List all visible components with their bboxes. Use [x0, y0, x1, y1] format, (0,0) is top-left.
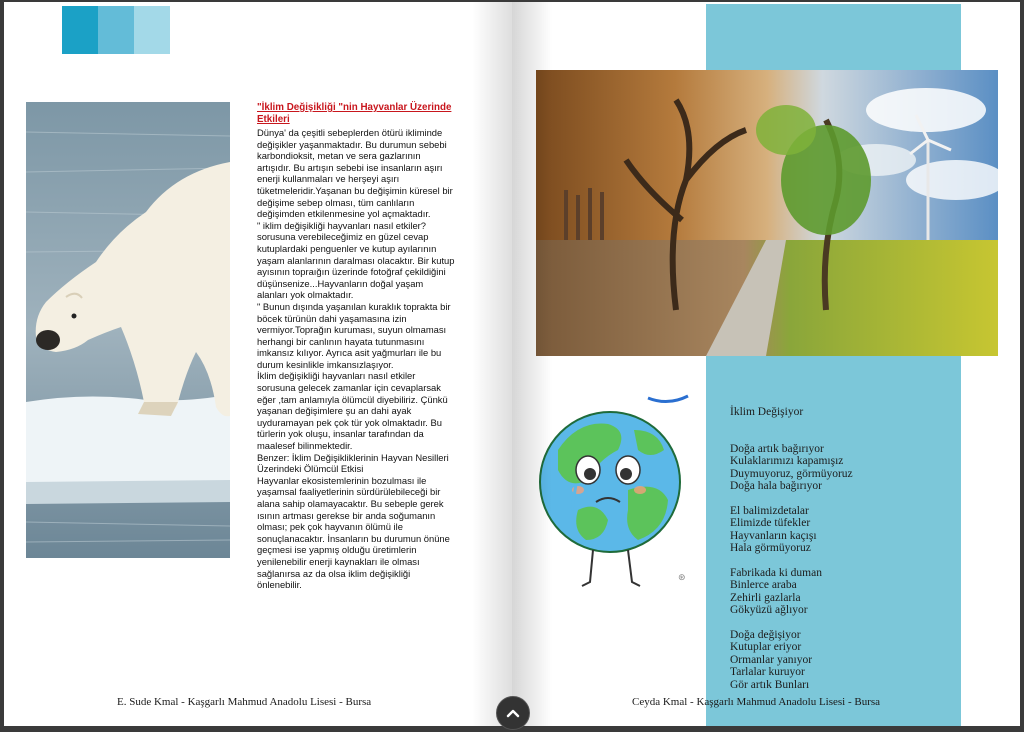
article-line: olması; pek çok hayvanın ölümü ile [257, 521, 403, 533]
article-line: yaşanan değişimlere şu an dahi ayak [257, 405, 412, 417]
article-line: herhangi bir canlının hayata tutunmasını [257, 335, 425, 347]
article-line: sağlanırsa az da olsa iklim değişikliği [257, 567, 411, 579]
article-line: yaşamsal faaliyetlerinin sürdürülebileceği bir [257, 486, 441, 498]
poem-line: Kutuplar eriyor [730, 641, 802, 653]
article-line: sorusuna gelecek zamanlar için cevaplarsak [257, 382, 441, 394]
article-line: İklim değişikliği hayvanları nasıl etkiler [257, 370, 416, 382]
poem-line: Elimizde tüfekler [730, 517, 811, 529]
article-title: "İklim Değişikliği "nin Hayvanlar Üzerinde Etkileri [257, 102, 452, 125]
left-page-spine-shadow [472, 2, 512, 726]
poem-title: İklim Değişiyor [730, 406, 804, 418]
poem-line: Hayvanların kaçışı [730, 529, 817, 542]
article-line: " Bunun dışında yaşanılan kuraklık toprakta bir [257, 300, 451, 312]
scroll-up-button[interactable] [496, 696, 530, 730]
poem-line: Hala görmüyoruz [730, 542, 811, 554]
article-body [257, 127, 471, 591]
article-line: kutuplardaki penguenler ve kutup ayılarının [257, 242, 437, 254]
article-line: ayısının topraığın üzerinde fotoğraf çekildiğini [257, 266, 446, 278]
poem-stanzas [730, 443, 930, 692]
left-page [4, 2, 512, 726]
article-line: " iklim değişikliği hayvanları nasıl etkiler? [257, 219, 427, 231]
article [257, 102, 471, 591]
poem-line: Kulaklarımızı kapamışız [730, 455, 844, 467]
chevron-up-icon [505, 705, 521, 721]
poem-line: Zehirli gazlarla [730, 591, 801, 604]
article-line: Üzerindeki Ölümcül Etkisi [257, 463, 364, 475]
article-line: Benzer: İklim Değişikliklerinin Hayvan Nesilleri [257, 451, 449, 463]
decor-square-light [134, 6, 170, 54]
poem-line: Duymuyoruz, görmüyoruz [730, 467, 853, 480]
article-line: vermiyor.Toprağın kuruması, suyun olmaması [257, 324, 447, 336]
article-line: sorusuna verebileceğimiz en güzel cevap [257, 231, 429, 243]
article-line: yaşam alanlarının daralması olacaktır. Bir kutup [257, 254, 455, 266]
article-line: imkansız kılıyor. Ayrıca asit yağmurları ile bu [257, 347, 442, 359]
poem-stanza [730, 505, 930, 555]
article-line: karbondioksit, metan ve sera gazlarının [257, 150, 421, 162]
article-line: değişime sebep olması, tüm canlıların [257, 196, 415, 208]
article-line: geçmesi ise yapmış olduğu üretimlerin [257, 544, 417, 556]
poem-line: Gökyüzü ağlıyor [730, 604, 808, 616]
article-line: değişimden etkilenmesine yol açmaktadır. [257, 208, 431, 220]
article-line: böcek türünün dahi yaşamasına izin [257, 312, 407, 324]
article-line: alana sahip olamayacaktır. Bu sebeple gerek [257, 498, 444, 509]
decor-square-dark [62, 6, 98, 54]
article-line: türlerin yok oluşu, insanlar tarafından da [257, 428, 424, 440]
poem-line: Doğa artık bağırıyor [730, 442, 824, 455]
right-page-spine-shadow [512, 2, 552, 726]
poem-line: Binlerce araba [730, 579, 797, 591]
article-line: uyduramayan pek çok tür yok olmaktadır. Bu [257, 416, 442, 428]
article-line: değişikler yaşanmaktadır. Bu durumun sebebi [257, 138, 447, 150]
crying-earth-illustration [538, 390, 698, 600]
watermark-icon: ⊛ [678, 573, 686, 583]
poem-line: Doğa değişiyor [730, 628, 801, 641]
article-line: eğer ,tam anlamıyla ölümcül diyebiliriz. Çünkü [257, 393, 448, 405]
poem-stanza [730, 629, 930, 692]
poem-line: Ormanlar yanıyor [730, 653, 813, 666]
article-line: maalesef bilinmektedir. [257, 440, 353, 452]
poem [730, 406, 930, 703]
poem-stanza [730, 567, 930, 617]
article-line: düşünsenize...Hayvanların doğal yaşam [257, 277, 424, 289]
poem-line: Fabrikada ki duman [730, 566, 822, 579]
climate-change-image [536, 70, 998, 356]
polar-bear-image [26, 102, 230, 558]
poem-line: Gör artık Bunları [730, 678, 810, 691]
article-line: Dünya' da çeşitli sebeplerden ötürü ikliminde [257, 127, 443, 138]
left-footer: E. Sude Kmal - Kaşgarlı Mahmud Anadolu Lisesi - Bursa [117, 696, 372, 708]
article-line: alanları yok olmaktadır. [257, 289, 354, 301]
article-line: önlenebilir. [257, 579, 302, 591]
article-line: yenilenebilir enerji kaynakları ile olması [257, 555, 420, 567]
poem-stanza [730, 443, 930, 493]
article-line: ısının artması gerekse bir anda soğumanın [257, 509, 436, 521]
decor-square-mid [98, 6, 134, 54]
article-line: sonuçlanacaktır. İnsanların bu durumun önüne [257, 532, 450, 544]
right-footer: Ceyda Kmal - Kaşgarlı Mahmud Anadolu Lisesi - Bursa [632, 696, 881, 708]
right-page [512, 2, 1020, 726]
poem-line: Tarlalar kuruyor [730, 666, 805, 678]
article-line: artışıdır. Bu artışın sebebi ise insanların aşırı [257, 161, 443, 173]
article-line: tüketmeleridir.Yaşanan bu değişimin küresel bir [257, 184, 453, 196]
article-line: durum kesinlikle imkansızlaşıyor. [257, 358, 394, 370]
article-line: enerji kullanmaları ve herşeyi aşırı [257, 173, 400, 185]
article-line: Hayvanlar ekosistemlerinin bozulması ile [257, 474, 427, 486]
poem-line: El balimizdetalar [730, 504, 809, 517]
poem-line: Doğa hala bağırıyor [730, 480, 822, 492]
